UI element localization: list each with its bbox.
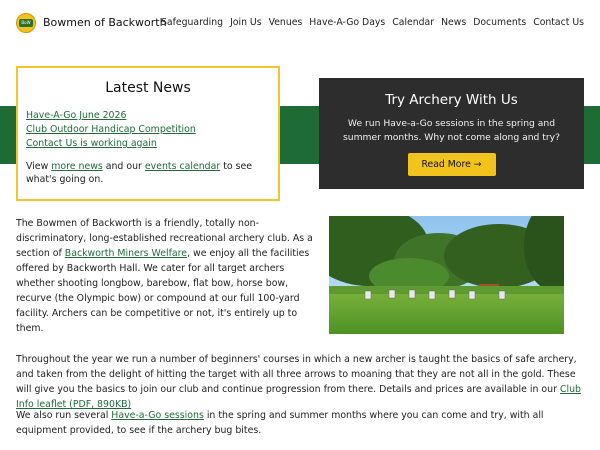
main-nav	[161, 17, 584, 28]
news-item-link[interactable]: Club Outdoor Handicap Competition	[26, 124, 196, 135]
intro-text-start: The Bowmen of Backworth is a friendly, totally non-discriminatory, long-established recreational archery club. As a section of	[16, 218, 313, 259]
try-archery-text: We run Have-a-Go sessions in the spring and summer months. Why not come along and try?	[342, 118, 560, 143]
latest-news-title: Latest News	[105, 80, 191, 96]
logo-text: BoW	[19, 19, 33, 27]
latest-news-panel	[16, 66, 280, 201]
news-item-link[interactable]: Contact Us is working again	[26, 138, 157, 149]
nav-safeguarding[interactable]: Safeguarding	[161, 17, 224, 28]
news-more-prefix: View	[26, 161, 52, 172]
try-archery-panel	[319, 78, 584, 189]
intro-paragraph	[16, 216, 314, 336]
have-a-go-text-start: We also run several	[16, 410, 112, 421]
have-a-go-paragraph	[16, 408, 586, 438]
courses-text: Throughout the year we run a number of beginners' courses in which a new archer is taught the basics of safe archery, and taken from the delight of hitting the target with all three arrows to moaning that they are not all in the gold. These will give you the basics to join our club and continue progression from there. Details and prices are available in our	[16, 354, 577, 395]
more-news-link[interactable]: more news	[51, 161, 103, 172]
try-archery-title: Try Archery With Us	[385, 92, 518, 108]
nav-join-us[interactable]: Join Us	[230, 17, 262, 28]
nav-news[interactable]: News	[441, 17, 467, 28]
news-more-text	[26, 160, 270, 186]
club-info-leaflet-link[interactable]: Club Info leaflet (PDF, 890KB)	[16, 384, 581, 410]
news-more-mid: and our	[102, 161, 145, 172]
club-logo-icon[interactable]	[16, 13, 36, 33]
events-calendar-link[interactable]: events calendar	[144, 161, 221, 172]
archery-field-photo	[329, 216, 564, 334]
nav-venues[interactable]: Venues	[268, 17, 303, 28]
read-more-button[interactable]: Read More →	[408, 153, 496, 176]
intro-text-end: , we enjoy all the facilities offered by Backworth Hall. We cater for all target archers whether shooting longbow, barebow, flat bow, horse bow, recurve (the Olympic bow) or compound at our full 100-yard facility. Archers can be competitive or not, it's entirely up to them.	[16, 248, 310, 334]
courses-paragraph	[16, 352, 586, 412]
site-header	[0, 0, 600, 48]
archery-field-illustration	[329, 216, 564, 334]
news-more-suffix: to see what's going on.	[26, 161, 253, 185]
site-name[interactable]: Bowmen of Backworth	[43, 16, 167, 29]
nav-have-a-go-days[interactable]: Have-A-Go Days	[309, 17, 386, 28]
nav-documents[interactable]: Documents	[473, 17, 527, 28]
nav-calendar[interactable]: Calendar	[392, 17, 435, 28]
have-a-go-text-end: in the spring and summer months where you can come and try, with all equipment provided, to see if the archery bug bites.	[16, 410, 544, 436]
news-item-link[interactable]: Have-A-Go June 2026	[26, 110, 127, 121]
nav-contact-us[interactable]: Contact Us	[533, 17, 584, 28]
backworth-miners-welfare-link[interactable]: Backworth Miners Welfare	[64, 248, 188, 259]
have-a-go-sessions-link[interactable]: Have-a-Go sessions	[111, 410, 204, 421]
